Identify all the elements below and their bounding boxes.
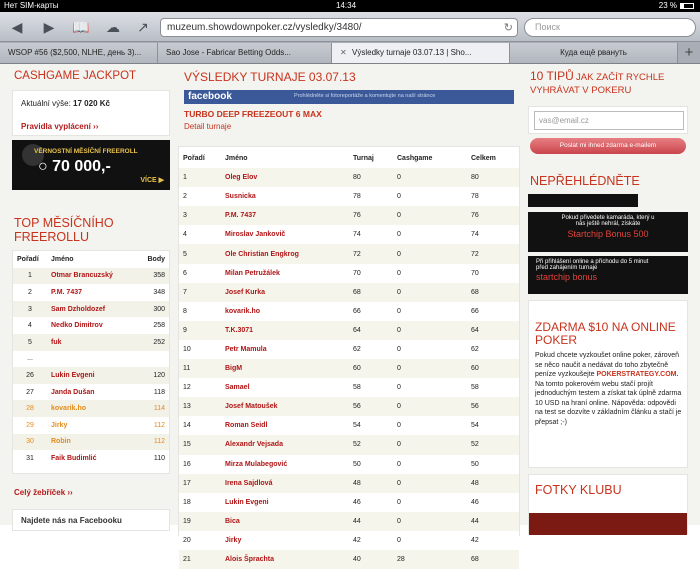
leaderboard-points: 118: [141, 384, 169, 401]
pokerstrategy-link[interactable]: POKERSTRATEGY.COM.: [596, 371, 679, 378]
result-player-link[interactable]: Lukin Evgeni: [221, 493, 349, 512]
result-total: 66: [467, 302, 519, 321]
leaderboard-player-link[interactable]: Sam Dzholdozef: [47, 301, 141, 318]
result-cashgame: 0: [393, 455, 467, 474]
results-row: [179, 168, 519, 187]
email-placeholder: vas@email.cz: [539, 116, 589, 125]
result-total: 50: [467, 455, 519, 474]
result-total: 46: [467, 493, 519, 512]
page-content: [0, 64, 700, 564]
email-input[interactable]: [534, 111, 684, 130]
freeroll-banner-title: VĚRNOSTNÍ MĚSÍČNÍ FREEROLL: [34, 148, 138, 155]
jackpot-amount-line: [21, 99, 110, 108]
browser-toolbar: [0, 12, 700, 42]
full-ladder-link[interactable]: Celý žebříček ››: [14, 488, 73, 497]
photos-box: [528, 474, 688, 534]
dont-miss-title: NEPŘEHLÉDNĚTE: [530, 174, 640, 188]
result-turnaj: 74: [349, 225, 393, 244]
leaderboard-row: [13, 384, 169, 401]
results-table: [179, 149, 519, 569]
battery-percent: 23 %: [658, 1, 677, 10]
result-player-link[interactable]: Josef Kurka: [221, 283, 349, 302]
results-row: [179, 397, 519, 416]
cashgame-header: Cashgame: [393, 149, 467, 168]
leaderboard-rank: ...: [13, 351, 47, 368]
results-row: [179, 225, 519, 244]
results-row: [179, 321, 519, 340]
bookmarks-icon[interactable]: 📖: [72, 19, 90, 35]
tab-vysledky[interactable]: [332, 43, 510, 63]
result-total: 62: [467, 340, 519, 359]
result-player-link[interactable]: Oleg Elov: [221, 168, 349, 187]
leaderboard-row: [13, 301, 169, 318]
leaderboard-player-link[interactable]: P.M. 7437: [47, 284, 141, 301]
result-cashgame: 0: [393, 531, 467, 550]
result-turnaj: 70: [349, 264, 393, 283]
result-cashgame: 0: [393, 244, 467, 263]
result-total: 80: [467, 168, 519, 187]
leaderboard-rank: 26: [13, 367, 47, 384]
result-player-link[interactable]: P.M. 7437: [221, 206, 349, 225]
result-turnaj: 40: [349, 550, 393, 569]
result-total: 76: [467, 206, 519, 225]
leaderboard-points: [141, 351, 169, 368]
result-player-link[interactable]: Irena Sajdlová: [221, 474, 349, 493]
leaderboard-points: 110: [141, 450, 169, 467]
promo-friend-bonus: Startchip Bonus 500: [567, 229, 649, 239]
result-player-link[interactable]: Bica: [221, 512, 349, 531]
result-rank: 15: [179, 435, 221, 454]
results-row: [179, 264, 519, 283]
results-row: [179, 435, 519, 454]
search-placeholder: Поиск: [535, 22, 560, 32]
result-rank: 12: [179, 378, 221, 397]
facebook-box: [12, 509, 170, 531]
jackpot-title: CASHGAME JACKPOT: [14, 70, 137, 82]
leaderboard-rank: 27: [13, 384, 47, 401]
results-row: [179, 474, 519, 493]
freeroll-banner-amount: ○ 70 000,-: [38, 158, 111, 175]
results-row: [179, 359, 519, 378]
carrier-label: Нет SIM-карты: [4, 1, 59, 10]
result-rank: 4: [179, 225, 221, 244]
facebook-logo: facebook: [188, 91, 232, 102]
tournament-name: TURBO DEEP FREEZEOUT 6 MAX: [184, 109, 322, 119]
result-cashgame: 0: [393, 264, 467, 283]
leaderboard-points: 120: [141, 367, 169, 384]
leaderboard-rank: 30: [13, 434, 47, 451]
tab-label: Výsledky turnaje 03.07.13 | Sho...: [352, 48, 472, 57]
zdarma-text-2: Na tomto pokerovém webu stačí projít jednoduchým testem a získat tak úplně zdarma 10 USD na hraní online. Nápověda: odpovědi na test se dozvíte v základním článku a stačí je přepsat ;-): [535, 380, 682, 426]
result-turnaj: 56: [349, 397, 393, 416]
result-rank: 3: [179, 206, 221, 225]
result-turnaj: 58: [349, 378, 393, 397]
result-cashgame: 0: [393, 359, 467, 378]
leaderboard-rank: 28: [13, 400, 47, 417]
tab-wsop[interactable]: [0, 43, 158, 63]
promo-startchip-text: Při přihlášení online a příchodu do 5 minut před zahájením turnaje: [536, 259, 649, 271]
leaderboard-row: [13, 284, 169, 301]
result-cashgame: 0: [393, 512, 467, 531]
freeroll-more-link[interactable]: VÍCE ▶: [140, 177, 164, 184]
facebook-banner-text: Prohlédněte si fotoreportáže a komentujte na naší stránce: [294, 93, 436, 99]
zdarma-text-1: Pokud chcete vyzkoušet online poker, zároveň se něco naučit a nedávat do toho zbytečně peníze vyzkoušejte: [535, 352, 679, 378]
result-rank: 8: [179, 302, 221, 321]
leaderboard-player-link[interactable]: Otmar Brancuzský: [47, 268, 141, 285]
total-header: Celkem: [467, 149, 519, 168]
cloud-tabs-icon[interactable]: ☁: [106, 19, 120, 35]
result-player-link[interactable]: Susnicka: [221, 187, 349, 206]
result-player-link[interactable]: Milan Petružálek: [221, 264, 349, 283]
result-total: 48: [467, 474, 519, 493]
results-row: [179, 244, 519, 263]
result-turnaj: 52: [349, 435, 393, 454]
tips-title: [530, 70, 688, 97]
result-turnaj: 60: [349, 359, 393, 378]
results-row: [179, 416, 519, 435]
leaderboard-row: [13, 367, 169, 384]
facebook-banner[interactable]: [184, 90, 514, 104]
result-rank: 1: [179, 168, 221, 187]
result-cashgame: 0: [393, 225, 467, 244]
result-rank: 14: [179, 416, 221, 435]
result-turnaj: 68: [349, 283, 393, 302]
leaderboard-player-link[interactable]: fuk: [47, 334, 141, 351]
leaderboard-row: [13, 268, 169, 285]
result-cashgame: 0: [393, 321, 467, 340]
result-total: 78: [467, 187, 519, 206]
back-icon[interactable]: ◀: [11, 19, 23, 35]
page-title: VÝSLEDKY TURNAJE 03.07.13: [184, 70, 356, 84]
leaderboard-player-link[interactable]: Robin: [47, 434, 141, 451]
result-player-link[interactable]: Alexandr Vejsada: [221, 435, 349, 454]
result-player-link[interactable]: kovarik.ho: [221, 302, 349, 321]
result-player-link[interactable]: Petr Mamula: [221, 340, 349, 359]
search-input[interactable]: [524, 18, 696, 37]
leaderboard-player-link[interactable]: kovarik.ho: [47, 400, 141, 417]
results-row: [179, 493, 519, 512]
result-player-link[interactable]: Jirky: [221, 531, 349, 550]
leaderboard-row: [13, 400, 169, 417]
result-rank: 18: [179, 493, 221, 512]
battery-icon: [680, 3, 694, 9]
result-rank: 13: [179, 397, 221, 416]
result-cashgame: 0: [393, 397, 467, 416]
rank-header: Pořadí: [179, 149, 221, 168]
result-rank: 11: [179, 359, 221, 378]
leaderboard-points: 358: [141, 268, 169, 285]
tournament-detail-link[interactable]: Detail turnaje: [184, 122, 232, 131]
result-player-link[interactable]: Alois Šprachta: [221, 550, 349, 569]
results-row: [179, 455, 519, 474]
leaderboard-body: [13, 268, 169, 467]
result-total: 74: [467, 225, 519, 244]
leaderboard-row: [13, 334, 169, 351]
result-rank: 9: [179, 321, 221, 340]
result-total: 52: [467, 435, 519, 454]
leaderboard-box: [12, 250, 170, 474]
leaderboard-points: 112: [141, 417, 169, 434]
result-player-link[interactable]: Roman Seidl: [221, 416, 349, 435]
photos-title: FOTKY KLUBU: [535, 483, 622, 497]
leaderboard-rank: 5: [13, 334, 47, 351]
result-cashgame: 0: [393, 435, 467, 454]
result-turnaj: 80: [349, 168, 393, 187]
result-rank: 2: [179, 187, 221, 206]
result-cashgame: 0: [393, 340, 467, 359]
results-row: [179, 378, 519, 397]
results-row: [179, 283, 519, 302]
share-icon[interactable]: ↗: [137, 19, 149, 35]
result-cashgame: 0: [393, 168, 467, 187]
promo-friend-banner[interactable]: [528, 212, 688, 252]
promo-startchip-banner[interactable]: [528, 256, 688, 294]
result-total: 54: [467, 416, 519, 435]
result-player-link[interactable]: BigM: [221, 359, 349, 378]
results-row: [179, 531, 519, 550]
leaderboard-points: 258: [141, 317, 169, 334]
leaderboard-player-link[interactable]: Faik Budimlić: [47, 450, 141, 467]
tab-sao-jose[interactable]: [158, 43, 332, 63]
result-player-link[interactable]: Ole Christian Engkrog: [221, 244, 349, 263]
result-player-link[interactable]: Miroslav Jankovič: [221, 225, 349, 244]
send-email-button[interactable]: Poslat mi ihned zdarma e-mailem: [530, 138, 686, 154]
result-cashgame: 0: [393, 416, 467, 435]
rank-header: Pořadí: [17, 255, 39, 263]
leaderboard-table: [13, 251, 169, 467]
clock: 14:34: [336, 1, 357, 10]
result-turnaj: 48: [349, 474, 393, 493]
tab-bar: [0, 42, 700, 64]
result-rank: 17: [179, 474, 221, 493]
results-row: [179, 302, 519, 321]
leaderboard-row: [13, 317, 169, 334]
result-total: 72: [467, 244, 519, 263]
tab-label: Куда ещё рвануть: [560, 48, 627, 57]
payout-rules-link[interactable]: Pravidla vyplácení ››: [21, 122, 99, 131]
result-total: 68: [467, 283, 519, 302]
promo-friend-text: Pokud přivedete kamaráda, který u nás ještě nehrál, získáte: [561, 215, 655, 227]
name-header: Jméno: [51, 255, 74, 263]
status-bar: [0, 0, 700, 12]
result-rank: 16: [179, 455, 221, 474]
leaderboard-points: 112: [141, 434, 169, 451]
url-text: muzeum.showdownpoker.cz/vysledky/3480/: [167, 22, 362, 33]
result-cashgame: 28: [393, 550, 467, 569]
tips-email-box: [528, 106, 688, 134]
close-tab-icon[interactable]: ✕: [340, 48, 347, 57]
leaderboard-rank: 31: [13, 450, 47, 467]
result-cashgame: 0: [393, 474, 467, 493]
result-player-link[interactable]: Josef Matoušek: [221, 397, 349, 416]
new-tab-icon[interactable]: +: [684, 44, 694, 61]
result-turnaj: 72: [349, 244, 393, 263]
freeroll-banner-value: 70 000,-: [52, 158, 111, 175]
jackpot-value: 17 020 Kč: [73, 99, 110, 108]
address-bar[interactable]: [160, 18, 518, 37]
leaderboard-points: 114: [141, 400, 169, 417]
result-player-link[interactable]: Samael: [221, 378, 349, 397]
tips-title-big: 10 TIPŮ: [530, 69, 574, 83]
zdarma-text: [535, 351, 683, 427]
result-cashgame: 0: [393, 206, 467, 225]
leaderboard-player-link[interactable]: Jirky: [47, 417, 141, 434]
promo-header-bar: [528, 194, 638, 207]
result-turnaj: 66: [349, 302, 393, 321]
result-total: 56: [467, 397, 519, 416]
result-rank: 10: [179, 340, 221, 359]
tab-label: Sao Jose - Fabricar Betting Odds...: [166, 48, 291, 57]
result-total: 44: [467, 512, 519, 531]
leaderboard-row: [13, 351, 169, 368]
result-turnaj: 46: [349, 493, 393, 512]
result-turnaj: 64: [349, 321, 393, 340]
result-turnaj: 54: [349, 416, 393, 435]
leaderboard-row: [13, 417, 169, 434]
results-row: [179, 206, 519, 225]
top-freeroll-title: TOP MĚSÍČNÍHO FREEROLLU: [14, 216, 114, 244]
points-header: Body: [147, 255, 165, 263]
leaderboard-player-link[interactable]: Lukin Evgeni: [47, 367, 141, 384]
battery-indicator: [659, 1, 694, 10]
leaderboard-rank: 29: [13, 417, 47, 434]
result-cashgame: 0: [393, 493, 467, 512]
leaderboard-rank: 4: [13, 317, 47, 334]
photo-thumbnail[interactable]: [529, 513, 687, 535]
leaderboard-player-link[interactable]: Nedko Dimitrov: [47, 317, 141, 334]
results-row: [179, 187, 519, 206]
result-player-link[interactable]: Mirza Mulabegović: [221, 455, 349, 474]
result-cashgame: 0: [393, 187, 467, 206]
promo-startchip-bonus: startchip bonus: [536, 272, 598, 282]
tips-title-small: JAK ZAČÍT RYCHLE VYHRÁVAT V POKERU: [530, 72, 665, 96]
leaderboard-row: [13, 450, 169, 467]
result-rank: 21: [179, 550, 221, 569]
freeroll-banner[interactable]: [12, 140, 170, 190]
jackpot-box: [12, 90, 170, 136]
result-turnaj: 76: [349, 206, 393, 225]
result-rank: 6: [179, 264, 221, 283]
results-row: [179, 550, 519, 569]
leaderboard-points: 252: [141, 334, 169, 351]
result-rank: 7: [179, 283, 221, 302]
leaderboard-rank: 2: [13, 284, 47, 301]
result-cashgame: 0: [393, 378, 467, 397]
leaderboard-points: 300: [141, 301, 169, 318]
turnaj-header: Turnaj: [349, 149, 393, 168]
result-rank: 5: [179, 244, 221, 263]
result-cashgame: 0: [393, 302, 467, 321]
name-header: Jméno: [221, 149, 349, 168]
leaderboard-points: 348: [141, 284, 169, 301]
tab-label: WSOP #56 ($2,500, NLHE, день 3)...: [8, 48, 142, 57]
result-rank: 20: [179, 531, 221, 550]
result-total: 58: [467, 378, 519, 397]
result-total: 70: [467, 264, 519, 283]
results-body: [179, 168, 519, 569]
zdarma-box: [528, 300, 688, 468]
result-total: 60: [467, 359, 519, 378]
result-turnaj: 42: [349, 531, 393, 550]
result-turnaj: 50: [349, 455, 393, 474]
leaderboard-rank: 3: [13, 301, 47, 318]
leaderboard-row: [13, 434, 169, 451]
results-row: [179, 340, 519, 359]
result-total: 68: [467, 550, 519, 569]
result-turnaj: 62: [349, 340, 393, 359]
facebook-box-title: Najdete nás na Facebooku: [21, 516, 122, 525]
forward-icon[interactable]: ▶: [43, 19, 55, 35]
leaderboard-rank: 1: [13, 268, 47, 285]
results-row: [179, 512, 519, 531]
result-cashgame: 0: [393, 283, 467, 302]
results-box: [178, 146, 520, 564]
leaderboard-player-link[interactable]: Janda Dušan: [47, 384, 141, 401]
result-player-link[interactable]: T.K.3071: [221, 321, 349, 340]
result-turnaj: 78: [349, 187, 393, 206]
result-turnaj: 44: [349, 512, 393, 531]
tab-kuda[interactable]: [510, 43, 678, 63]
result-total: 64: [467, 321, 519, 340]
result-total: 42: [467, 531, 519, 550]
result-rank: 19: [179, 512, 221, 531]
jackpot-label: Aktuální výše:: [21, 99, 71, 108]
zdarma-title: ZDARMA $10 NA ONLINE POKER: [535, 320, 676, 347]
reload-icon[interactable]: ↻: [503, 22, 513, 34]
leaderboard-player-link: [47, 351, 141, 368]
